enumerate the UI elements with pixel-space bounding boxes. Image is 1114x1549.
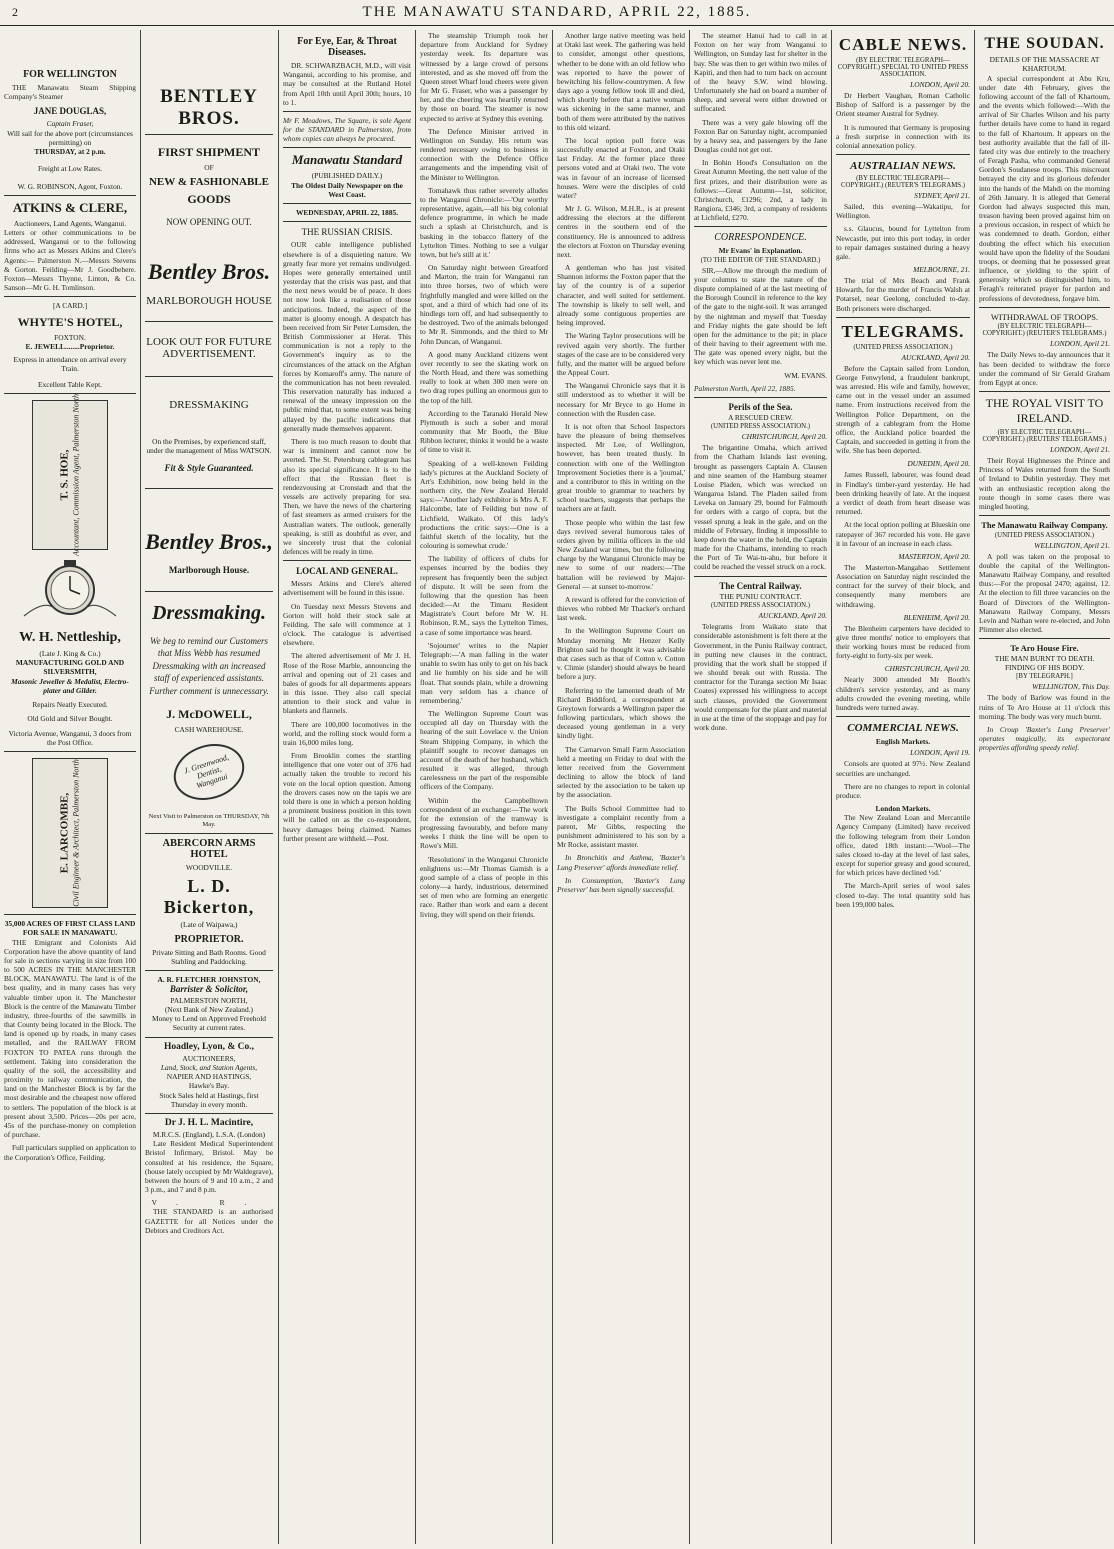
news-paragraph: Those people who within the last few days revived several humorous tales of orders given by militia officers in the old New Zealand war times, but the following charge by the Wanganui Chronicle may be new to some of our readers:—'The battalion will be reviewed by Major-General — at sunset to-morrow.' [557,517,685,591]
clock-illustration [4,556,136,626]
column-1 [4,31,136,1543]
new-goods: NEW & FASHIONABLE [148,176,269,189]
fire-sub-2: FINDING OF HIS BODY. [1004,663,1085,673]
fire-body: The body of Barlow was found in the ruins of Te Aro House at 11 o'clock this morning. The body was very much burnt. [979,693,1110,721]
news-paragraph: 'Resolutions' in the Wanganui Chronicle enlightens us:—Mr Thomas Gamish is a good sample of a class of people in this colony—a hardy, industrious, determined set of men who are forming an energetic race. Rather than work and earn a decent living, they will spend on their friends. [420,854,548,919]
steamer-body: THE Manawatu Steam Shipping Company's Steamer [4,83,136,102]
paper-tagline: The Oldest Daily Newspaper on the West Coast. [291,180,403,199]
rail-dateline: AUCKLAND, April 20. [758,611,827,621]
barrister-body: Money to Lend on Approved Freehold Security at current rates. [152,1014,266,1033]
perils-heading: Perils of the Sea. [728,401,793,412]
rail-agency: (UNITED PRESS ASSOCIATION.) [710,602,811,610]
shipment-of: OF [204,163,214,172]
correspondence-heading: CORRESPONDENCE. [714,232,807,244]
paper-sub: (PUBLISHED DAILY.) [311,171,383,181]
telegrams-dateline: MASTERTON, April 20. [898,551,970,561]
vertical-ad-name: T. S. HOE, [58,449,71,501]
barrister-title: Barrister & Solicitor, [169,984,249,995]
telegrams-dateline: AUCKLAND, April 20. [901,352,970,362]
local-paragraph: The altered advertisement of Mr J. H. Rose of the Rose Marble, announcing the arrival and opening out of 21 cases and bales of goods for all departments appears in this issue. They also call special attention to their stock and value in blankets and flannels. [283,651,411,716]
news-paragraph: A reward is offered for the conviction of thieves who robbed Mr Thacker's orchard last week. [557,594,685,623]
hotel-town: FOXTON. [54,332,86,342]
london-markets-heading: London Markets. [875,804,931,814]
local-paragraph: Messrs Atkins and Clere's altered advertisement will be found in this issue. [283,579,411,598]
news-paragraph: The liability of officers of clubs for expenses incurred by the bodies they represent has frequently been the subject of dispute. It will be seen from the following that the question has been decided:—At the Timaru Resident Magistrate's Court before Mr W. H. Robinson, R.M., says the Lyttelton Times, a case of some importance was heard. [420,554,548,637]
railway-company-heading: The Manawatu Railway Company. [981,520,1108,531]
cable-agency: (BY ELECTRIC TELEGRAPH—COPYRIGHT.) SPECIAL TO UNITED PRESS ASSOCIATION. [837,57,969,78]
news-paragraph: There was a very gale blowing off the Foxton Bar on Saturday night, accompanied by a heavy sea, and passengers by the Jane Douglas could not get out. [694,117,827,155]
fire-agency: [BY TELEGRAPH.] [1016,673,1073,681]
news-paragraph: The Wanganui Chronicle says that it is still understood as to whether it will be necessary for Mr Bryce to go Home in connection with the Rusden case. [557,381,685,418]
royal-dateline: LONDON, April 21. [1050,445,1110,455]
news-paragraph: 'Sojourner' writes to the Napier Telegraph:—'A man falling in the water unable to swim has only to get on his back and lie humbly on his side and he will float. That sounds plain, while a drowning man very seldom has a chance of remembering.' [420,640,548,705]
column-5 [557,31,685,1543]
news-paragraph: The steamer Hanui had to call in at Foxton on her way from Wanganui to Wellington, on Sunday last for shelter in the bay. She was then to get within two miles of Kapiti, and then had to turn back on account of the heavy S.W. wind blowing. Unfortunately she had on board a number of sheep, and several were either drowned or suffocated. [694,31,827,114]
hotel2-town: WOODVILLE. [185,863,233,873]
marlborough-house: MARLBOROUGH HOUSE [146,294,272,307]
auctioneers-town: NAPIER AND HASTINGS, [166,1072,252,1082]
withdrawal-dateline: LONDON, April 21. [1050,339,1110,349]
local-heading: LOCAL AND GENERAL. [296,566,398,577]
news-paragraph: Tomahawk thus rather severely alludes to the Wanganui Chronicle:—'Our worthy representative, again,—all his big colonial defence programme, in which he made such a splash at Christchurch, and is basking in the tobacco flattery of the Lyttelton Times. Nothing to see a vulgar town, but he's still at it.' [420,185,548,259]
column-rule [552,30,553,1544]
mcdowell-sub: CASH WAREHOUSE. [174,725,244,735]
telegrams-dateline: BLENHEIM, April 20. [903,612,970,622]
bentley-script: Bentley Bros. [147,258,271,284]
news-paragraph: In the Wellington Supreme Court on Monday morning Mr Henzer Kelly Brighton said he thought it was advisable that cases such as that of Cotton v. Cotton v. Climie (slander) should always be heard before a jury. [557,626,685,682]
fit-style: Fit & Style Guaranteed. [164,463,254,473]
fire-sub: THE MAN BURNT TO DEATH. [994,653,1095,663]
column-8 [979,31,1110,1543]
railway-company-agency: (UNITED PRESS ASSOCIATION.) [994,531,1095,539]
auctioneers-name: Hoadley, Lyon, & Co., [164,1041,254,1052]
australian-paragraph: Sailed, this evening—Wakatipu, for Wellington. [836,202,970,221]
column-rule [831,30,832,1544]
news-paragraph: In Bronchitis and Asthma, 'Baxter's Lung Preserver' affords immediate relief. [557,853,685,872]
doctor-title: M.R.C.S. (England), L.S.A. (London) [152,1129,266,1139]
perils-sub: A RESCUED CREW. [728,413,793,422]
bentley-script-2: Bentley Bros., [145,529,273,555]
australian-heading: AUSTRALIAN NEWS. [850,160,956,173]
firm-sub: Auctioneers, Land Agents, Wanganui. [13,218,127,228]
steamer-agent: W. G. ROBINSON, Agent, Foxton. [17,181,123,191]
agent-note: Mr F. Meadows, The Square, is sole Agent for the STANDARD in Palmerston, from whom copies can always be procured. [283,115,411,144]
page-number: 2 [12,5,18,19]
news-paragraph: Speaking of a well-known Feilding lady's pictures at the Auckland Society of Art's Exhibition, now being held in the northern city, the New Zealand Herald says:—'Another lady exhibitor is Mrs A. F. Halcombe, late of Feilding but now of Lichfield, Waikato. Of this lady's productions the critic says:—One is a faithful sketch of the locality, but the colouring is somewhat crude.' [420,458,548,551]
australian-dateline: MELBOURNE, 21. [913,265,970,275]
telegrams-dateline: CHRISTCHURCH, April 20. [884,664,970,674]
jeweller-gold: Old Gold and Silver Bought. [27,714,113,724]
leader-date: WEDNESDAY, APRIL 22, 1885. [295,208,399,218]
royal-body: Their Royal Highnesses the Prince and Princess of Wales returned from the South of Ireland to Dublin yesterday. They met with an enthusiastic reception along the route though in some cases there was mingled hooting. [979,456,1110,511]
perils-dateline: CHRISTCHURCH, April 20. [741,432,827,442]
marlborough-house-2: Marlborough House. [168,565,250,576]
look-out: LOOK OUT FOR FUTURE ADVERTISEMENT. [146,335,272,360]
bentley-heading: BENTLEY BROS. [160,86,258,129]
barrister-name: A. R. FLETCHER JOHNSTON, [157,975,261,985]
paper-title: Manawatu Standard [291,152,403,168]
withdrawal-agency: (BY ELECTRIC TELEGRAPH—COPYRIGHT.) (REUTER'S TELEGRAMS.) [982,323,1107,338]
perils-agency: (UNITED PRESS ASSOCIATION.) [710,423,811,431]
first-shipment: FIRST SHIPMENT [157,145,261,159]
london-markets-paragraph: The March-April series of wool sales closed to-day. The total quantity sold has been 199,000 bales. [836,881,970,909]
royal-agency: (BY ELECTRIC TELEGRAPH—COPYRIGHT.) (REUTERS' TELEGRAMS.) [982,429,1107,444]
auctioneers-body: Stock Sales held at Hastings, first Thursday in every month. [159,1090,259,1109]
news-paragraph: Within the Campbelltown correspondent of an exchange:—The work for the extension of the tramway is progressing favourably, and before many weeks I think the line will be open to Rowe's Mill. [420,795,548,851]
auctioneers-sub: Land, Stock, and Station Agents, [160,1062,258,1072]
barrister-bank: (Next Bank of New Zealand.) [164,1004,254,1014]
auctioneers-bay: Hawke's Bay. [188,1081,230,1091]
hotel2-name: ABERCORN ARMS HOTEL [162,838,256,861]
doctor-body: Late Resident Medical Superintendent Bristol Infirmary, Bristol. May be consulted at his residence, the Square, (house lately occupied by Mr Waldegrave), between the hours of 9 and 10 a.m., 2 and 3 p.m., and 7 and 8 p.m. [145,1139,273,1195]
correspondence-signature: WM. EVANS. [784,370,827,380]
bickerton-name: L. D. Bickerton, [163,876,255,918]
eye-heading: For Eye, Ear, & Throat Diseases. [297,36,397,58]
column-rule [278,30,279,1544]
barrister-town: PALMERSTON NORTH, [170,995,248,1005]
column-7 [836,31,970,1543]
correspondence-date: Palmerston North, April 22, 1885. [694,383,796,393]
railway-company-body: A poll was taken on the proposal to double the capital of the Wellington-Manawatu Railway Company, and resulted thus:—For the proposal 2470; against, 12. At the election to fill three vacancies on the Board of Directors of the Wellington-Manawatu Railway Company, Messrs Levin and Nathan were re-elected, and John Plimmer also elected. [979,551,1110,635]
withdrawal-body: The Daily News to-day announces that it has been decided to withdraw the force under the command of Sir Gerald Graham from Egypt at once. [979,350,1110,387]
leader-paragraph: There is too much reason to doubt that war is imminent and cannot now be averted. The St. Petersburg cablegram has also its special significance. It is to the effect that the Russian fleet is rendezvousing at Cronstadt and that the vessels are actively preparing for sea. Then, we have the news of the chartering of fast steamers as armed cruisers for the Australian waters. The outlook, generally speaking, is still as doubtful as ever, and we sincerely trust that the colonial defences will be ready in time. [283,436,411,557]
news-paragraph: The Carnarvon Small Farm Association held a meeting on Friday to deal with the letter received from the Government declining to allow the block of land selected by the association to be taken up by the association. [557,744,685,800]
vertical-ad-sub: Accountant, Commission Agent, Palmerston North [71,393,81,556]
steamer-name: JANE DOUGLAS, [33,106,107,117]
fire-footer: In Croup 'Baxter's Lung Preserver' operates magically, its expectorant properties affording speedy relief. [979,724,1110,753]
steamer-heading: FOR WELLINGTON [23,69,117,80]
telegrams-paragraph: Before the Captain sailed from London, George Fenwylend, a fraudulent bankrupt, was arrested. His wife and family, however, came out in the vessel under an assumed name. From instructions received from the Wellington Police Department, on the strength of a cablegram from the Home office, the Auckland police boarded the Captain, and succeeded in getting it from the wife. She has been deported. [836,363,970,456]
news-paragraph: In Consumption, 'Baxter's Lung Preserver' has been signally successful. [557,875,685,894]
english-markets-heading: English Markets. [875,737,931,747]
news-paragraph: The local option poll force was successfully enacted at Foxton, and Otaki last Friday. At the former place three persons voted and at Otaki two. The vote was in favour of an increase of licensed houses. Were were the disciples of cold water? [557,135,685,200]
hotel-table: Excellent Table Kept. [38,379,102,389]
auctioneers-title: AUCTIONEERS, [182,1053,236,1063]
railway-company-dateline: WELLINGTON, April 21. [1034,540,1110,550]
news-paragraph: It is not often that School Inspectors have the pleasure of being themselves inspected. Mr Lee, of Wellington, however, has been treated thusly. In connection with one of the Wellington Improvement Societies there is a 'journal,' and a contributor to this in writing on the great trouble to grammar to teachers by school teachers, suggests that perhaps the teachers are at fault. [557,421,685,514]
telegrams-dateline: DUNEDIN, April 20. [907,459,970,469]
soudan-body: A special correspondent at Abu Kru, under date 4th February, gives the following account of the fall of Khartoum, and the events which followed:—With the arrival of Sir Charles Wilson and his party further details have come to hand in regard to the fall of Khartoum. It appears on the best authority available that the fall of ill-fated city was due entirely to the treachery of Feragh Pasha, who commanded General Gordon's Soudanese troops. This miscreant betrayed the city and its glorious defender into the hands of the Mahdi on the morning of 26th January. It is alleged that General Gordon had always suspected this man, treason having been proved against him on a previous occasion, in respect of which he was condemned to death. Gordon, either doubting the effect which his execution would have upon the fidelity of the Soudani troops, or deeming that he possessed great influence, or yielding to the spirit of generosity which so distinguished him, to Feragh's reiterated prayer for pardon and professions of devotedness, forgave him. [979,73,1110,303]
australian-paragraph: s.s. Glaucus, bound for Lyttelton from Newcastle, put into this port today, in order to repair damages sustained during a heavy gale. [836,224,970,261]
steamer-day: THURSDAY, at 2 p.m. [34,147,106,157]
vertical-ad-hoe [32,393,108,556]
telegrams-heading: TELEGRAMS. [841,321,965,341]
column-3 [283,31,411,1543]
jeweller-repairs: Repairs Neatly Executed. [32,700,108,710]
column-rule [974,30,975,1544]
soudan-sub: DETAILS OF THE MASSACRE AT KHARTOUM. [989,55,1100,74]
news-paragraph: The Defence Minister arrived in Wellington on Sunday. His return was rendered necessary owing to business in connection with the Defence Office arrangements and the impending visit of the Minister to Wellington. [420,126,548,182]
rail-body: Telegrams from Waikato state that considerable astonishment is felt there at the Government, in the Puniu Railway contract, in putting new clauses in the contract, providing that the work shall be stopped if we should break out with Russia. The contractor for the Turanga section Mr Isaac Coates) expressed his willingness to accept such clauses, provided the Government would compensate for the plant and material in use at the time of the stoppage and pay for work done. [694,622,827,733]
eye-body: DR. SCHWARZBACH, M.D., will visit Wanganui, according to his promise, and may be consulted at the Rutland Hotel from April 10th until April 30th; hours, 10 to 1. [283,61,411,107]
jeweller-trade: MANUFACTURING GOLD AND SILVERSMITH, [15,658,125,677]
news-paragraph: A good many Auckland citizens went over recently to see the skating work on the North Head, and there was something really to look at when 300 men were on two drag ropes pulling an enormous gun to the top of the hill. [420,349,548,405]
fire-heading: Te Aro House Fire. [1010,643,1079,654]
land-heading: 35,000 ACRES OF FIRST CLASS LAND FOR SALE IN MANAWATU. [4,919,136,938]
english-markets-paragraph: There are no changes to report in colonial produce. [836,781,970,800]
card-label: [A CARD.] [52,301,88,311]
goods: GOODS [187,192,231,207]
vertical-ad-larcombe [32,758,108,908]
news-paragraph: The steamship Triumph took her departure from Auckland for Sydney yesterday week. Its departure was witnessed by a large crowd of persons interested, and as she moved off from the Queen street Wharf loud cheers were given for Mr G. Fraser, who was a passenger by her, and the cheering was heartily returned by those on board. The steamer is now expected to arrive at Sydney this evening. [420,31,548,123]
telegrams-paragraph: The Masterton-Mangahao Settlement Association on Saturday night rescinded the contract for the survey of their block, and consequently many members are withdrawing. [836,562,970,609]
cable-paragraph: Dr Herbert Vaughan, Roman Catholic Bishop of Salford is a passenger by the Orient steamer Austral for Sydney. [836,91,970,119]
telegrams-paragraph: Nearly 3000 attended Mr Booth's children's service yesterday, and as many adults crowded the evening meeting, while hundreds were turned away. [836,675,970,712]
vertical-ad-name: E. LARCOMBE, [58,792,71,874]
leader-paragraph: OUR cable intelligence published elsewhere is of a disquieting nature. We greatly fear more yet remains undivulged. Hopes were generally entertained until yesterday that the crisis was past, and that the next news would be of peace. It does not now look like a realisation of those anticipations. Indeed, the aspect of the matter is gloomy enough. A despatch has been received from Sir Peter Lumsden, the British Commissioner at Herat. This communication is not a reply to the Government's inquiry as to the circumstances of the attack on the Afghan forces by Komaroff's army. The nature of the communication has not been revealed. This reservation naturally has induced a renewal of the uneasy impression on the public mind that, to some extent was being allayed by the pacific indications that generally made themselves apparent. [283,240,411,433]
column-4 [420,31,548,1543]
cable-dateline: LONDON, April 20. [910,80,970,89]
news-paragraph: The Bulls School Committee had to investigate a complaint recently from a parent, Mr Gibbs, respecting the punishment administered to his son by a Mr Rocke, assistant master. [557,803,685,850]
rail-heading: The Central Railway. [719,580,802,591]
jeweller-late: (Late J. King & Co.) [39,648,101,658]
australian-agency: (BY ELECTRIC TELEGRAPH—COPYRIGHT.) (REUTER'S TELEGRAMS.) [840,175,966,190]
dressmaking-heading: DRESSMAKING [169,398,249,411]
fire-dateline: WELLINGTON, This Day. [1032,682,1110,692]
hotel-name: WHYTE'S HOTEL, [17,314,123,329]
london-markets-paragraph: The New Zealand Loan and Mercantile Agency Company (Limited) have received the following telegram from their London office, dated 18th instant:—'Wool—The sales closed to-day at the level of last sales, except for superior greasy and good scoured, for which prices have declined ½d.' [836,813,970,878]
news-paragraph: The Waring Taylor prosecutions will be revived again very shortly. The further stages of the case are to be considered very fully, and the matter will be argued before the Appeal Court. [557,331,685,378]
correspondence-sub: Mr Evans' in Explanation. [718,246,803,256]
correspondence-body: SIR,—Allow me through the medium of your columns to state the nature of the dispute complained of at the last meeting of the Borough Council in reference to the key of the gate to the night-soil. It was arranged by the nightman and myself that Tuesday and Friday nights the gate should be left open for the admittance to the pit; in place of their having to their agreement with me. The gate was opened every night, but the key which was never lent me. [694,265,827,367]
steamer-sail: Will sail for the above port (circumstances permitting) on [7,128,133,147]
doctor-name: Dr J. H. L. Macintire, [164,1118,254,1129]
telegrams-agency: (UNITED PRESS ASSOCIATION.) [853,343,953,351]
news-paragraph: Referring to the lamented death of Mr Richard Biddiford, a correspondent at Greytown forwards a Wellington paper the following particulars, which shows the deceased young gentleman in a very kindly light. [557,685,685,741]
english-markets-paragraph: Consols are quoted at 97½. New Zealand securities are unchanged. [836,759,970,778]
correspondence-to: (TO THE EDITOR OF THE STANDARD.) [700,256,821,264]
jeweller-sub: Masonic Jeweller & Medalist, Electro-plater and Gilder. [11,676,129,695]
masthead [0,0,1114,26]
jeweller-name: W. H. Nettleship, [19,629,121,645]
firm-name: ATKINS & CLERE, [12,199,128,215]
telegrams-paragraph: James Russell, labourer, was found dead in Findlay's timber-yard yesterday. He had been drinking heavily of late. At the inquest a verdict of death from heart disease was returned. [836,470,970,517]
column-rule [140,30,141,1544]
steamer-captain: Captain Fraser, [46,119,94,129]
soudan-heading: THE SOUDAN. [984,35,1105,52]
column-6 [694,31,827,1543]
bickerton-title: PROPRIETOR. [174,933,244,945]
news-paragraph: Mr J. G. Wilson, M.H.R., is at present addressing the electors at the different centres in the southern end of the constituency. He is announced to address the electors at Foxton on Thursday evening next. [557,204,685,259]
local-paragraph: On Tuesday next Messrs Stevens and Gorton will hold their stock sale at Feilding. The sale will commence at 1 o'clock. The catalogue is advertised elsewhere. [283,601,411,648]
news-paragraph: The Wellington Supreme Court was occupied all day on Thursday with the hearing of the suit Lovelace v. the Union Steam Shipping Company, in which the plaintiff sought to recover damages on account of the death of her husband, which resulted it was alleged, through carelessness on the part of the responsible officers of the Company. [420,709,548,792]
royal-heading: THE ROYAL VISIT TO IRELAND. [985,396,1104,426]
firm-body: Letters or other communications to be addressed, Wanganui or to the following firms who act as Messrs Atkins and Clere's Agents:— Palmerston N.—Messrs Stevens & Gorton. Feilding—Mr J. Goodbehere. Foxton—Messrs Thynne, Linton, & Co. Sanson—Mr G. H. Tomlinson. [4,228,136,293]
vertical-ad-sub: Civil Engineer & Architect, Palmerston North [71,759,81,907]
dentist-stamp [145,741,273,807]
royal-cipher: V. R. [151,1198,267,1208]
dressmaking-body: On the Premises, by experienced staff, under the management of Miss WATSON. [146,436,272,455]
cable-heading: CABLE NEWS. [838,35,968,54]
stamp-visit: Next Visit to Palmerston on THURSDAY, 7th May. [148,812,270,828]
dressmaking-notice: We beg to remind our Customers that Miss Webb has resumed Dressmaking with an increased staff of experienced assistants. Further comment is unnecessary. [149,635,269,696]
bickerton-body: Private Sitting and Bath Rooms. Good Stabling and Paddocking. [152,947,266,966]
masthead-title: THE MANAWATU STANDARD, APRIL 22, 1885. [362,4,752,20]
australian-dateline: SYDNEY, April 21. [914,191,970,201]
hotel-body: Express in attendance on arrival every Train. [13,355,127,374]
opening-out: NOW OPENING OUT. [166,217,252,228]
dressmaking-script: Dressmaking. [152,601,266,624]
telegrams-paragraph: At the local option polling at Blueskin one ratepayer of 367 recorded his vote. He gave it in favour of an increase in each class. [836,520,970,548]
perils-body: The brigantine Omaha, which arrived from the Chatham Islands last evening, brought as passengers Captain A. Clausen and nine seamen of the Hamburg steamer Louise Pladen, which was wrecked on Wangaroa Island. The Pladen sailed from Leveka on January 29, bound for Falmouth for orders with a cargo of copra, but the vessel sprung a leak in the gale, and on the middle of February, finding it impossible to keep down the water in the hold, the Captain made for the Chathams, intending to reach the Port of Te Wai-tu-ahu, but before it could be reached the vessel struck on a rock. [694,443,827,572]
news-paragraph: Another large native meeting was held at Otaki last week. The gathering was held to consider, amongst other questions, whether to be done with an old fellow who was reported to have the power of bewitching his fellow-countrymen. A few days ago a young fellow took ill and died, which shortly before that a native woman was sickening in the same manner, and both of them were attributed by the natives to this old wizard. [557,31,685,132]
column-2 [145,31,273,1543]
column-rule [689,30,690,1544]
freight-rates: Freight at Low Rates. [37,164,103,174]
local-paragraph: There are 100,000 locomotives in the world, and the rolling stock would form a train 16,000 miles long. [283,719,411,747]
news-paragraph: A gentleman who has just visited Shannon informs the Foxton paper that the lay of the country is of a superior character, and well suited for settlement. The township is likely to sell well, and already some contiguous properties are being improved. [557,263,685,328]
jeweller-address: Victoria Avenue, Wanganui, 3 doors from the Post Office. [8,728,132,747]
leader-heading: THE RUSSIAN CRISIS. [301,227,393,238]
stamp-text: J. Greenwood, Dentist, Wanganui [166,735,251,809]
gazette-notice: THE STANDARD is an authorised GAZETTE for all Notices under the Debtors and Creditors Act. [145,1207,273,1235]
local-paragraph: From Brooklin comes the startling intelligence that one voter out of 376 had actually taken the trouble to record his vote on the local option question. Among the drovers cases now on the tapis we are told there is one in which a person holding a prominent business position in this town will be called on as the co-respondent, heavy damages being claimed. Names further present are withheld.—Post. [283,751,411,843]
bickerton-late: (Late of Waipawa,) [180,920,238,930]
column-rule [415,30,416,1544]
commercial-heading: COMMERCIAL NEWS. [847,722,959,735]
english-markets-dateline: LONDON, April 19. [910,748,970,758]
news-paragraph: On Saturday night between Greatford and Marton, the train for Wanganui ran into three horses, two of which were frightfully mangled and were killed on the spot, and a third of which had one of its hindlegs torn off, and had subsequently to be destroyed. Two of the animals belonged to Mr R. Simmonds, and the third to Mr John Duncan, of Wanganui. [420,263,548,346]
land-footer: Full particulars supplied on application to the Corporation's Office, Feilding. [4,1143,136,1162]
withdrawal-heading: WITHDRAWAL OF TROOPS. [990,311,1099,322]
mcdowell-name: J. McDOWELL, [166,707,252,722]
news-paragraph: In Bohin Hood's Consultation on the Great Autumn Meeting, the nett value of the first prizes, and their distribution were as follows:—Great Autumn—1st, solicitor, Christchurch, £1296; 2nd, a lady in Rangiora, £346; 3rd, a company of residents at Lichfield, £270. [694,158,827,223]
hotel-proprietor: E. JEWELL........Proprietor. [25,341,115,351]
rail-sub: THE PUNIU CONTRACT. [719,591,802,601]
land-body: THE Emigrant and Colonists Aid Corporation have the above quantity of land for sale in sections varying in size from 100 to 500 ACRES IN THE MANCHESTER BLOCK, MANAWATU. The land is of the best quality, and in many cases has very valuable timber upon it. The Manchester Block is the centre of the Manawatu Timber industry, three-fourths of the sawmills in that County being located in the Block. The land is opened up by roads, in many cases metalled, and the RAILWAY FROM FOXTON TO PATEA runs through the settlement. Taking into consideration the quality of the soil, the accessibility and proximity to railway communication, the land on the Manchester Block is by far the most desirable and the cheapest now offered to settlers. The population of the block is at present about 3,500. Prices—20s per acre, 45s of the purchase-money on completion of purchase. [4,937,136,1140]
australian-paragraph: The trial of Mrs Beach and Frank Howarth, for the murder of Francis Walsh at Potarsel, near Geelong, concluded to-day. Both prisoners were discharged. [836,276,970,313]
telegrams-paragraph: The Blenheim carpenters have decided to give three months' notice to employers that their working hours must be reduced from forty-eight to forty-six per week. [836,623,970,661]
cable-paragraph: It is rumoured that Germany is proposing a fresh surprise in connection with its colonial annexation policy. [836,122,970,150]
news-paragraph: According to the Taranaki Herald New Plymouth is such a sober and moral community that Mr Booth, the Blue Ribbon lecturer, thinks it would be a waste of time to visit it. [420,408,548,455]
